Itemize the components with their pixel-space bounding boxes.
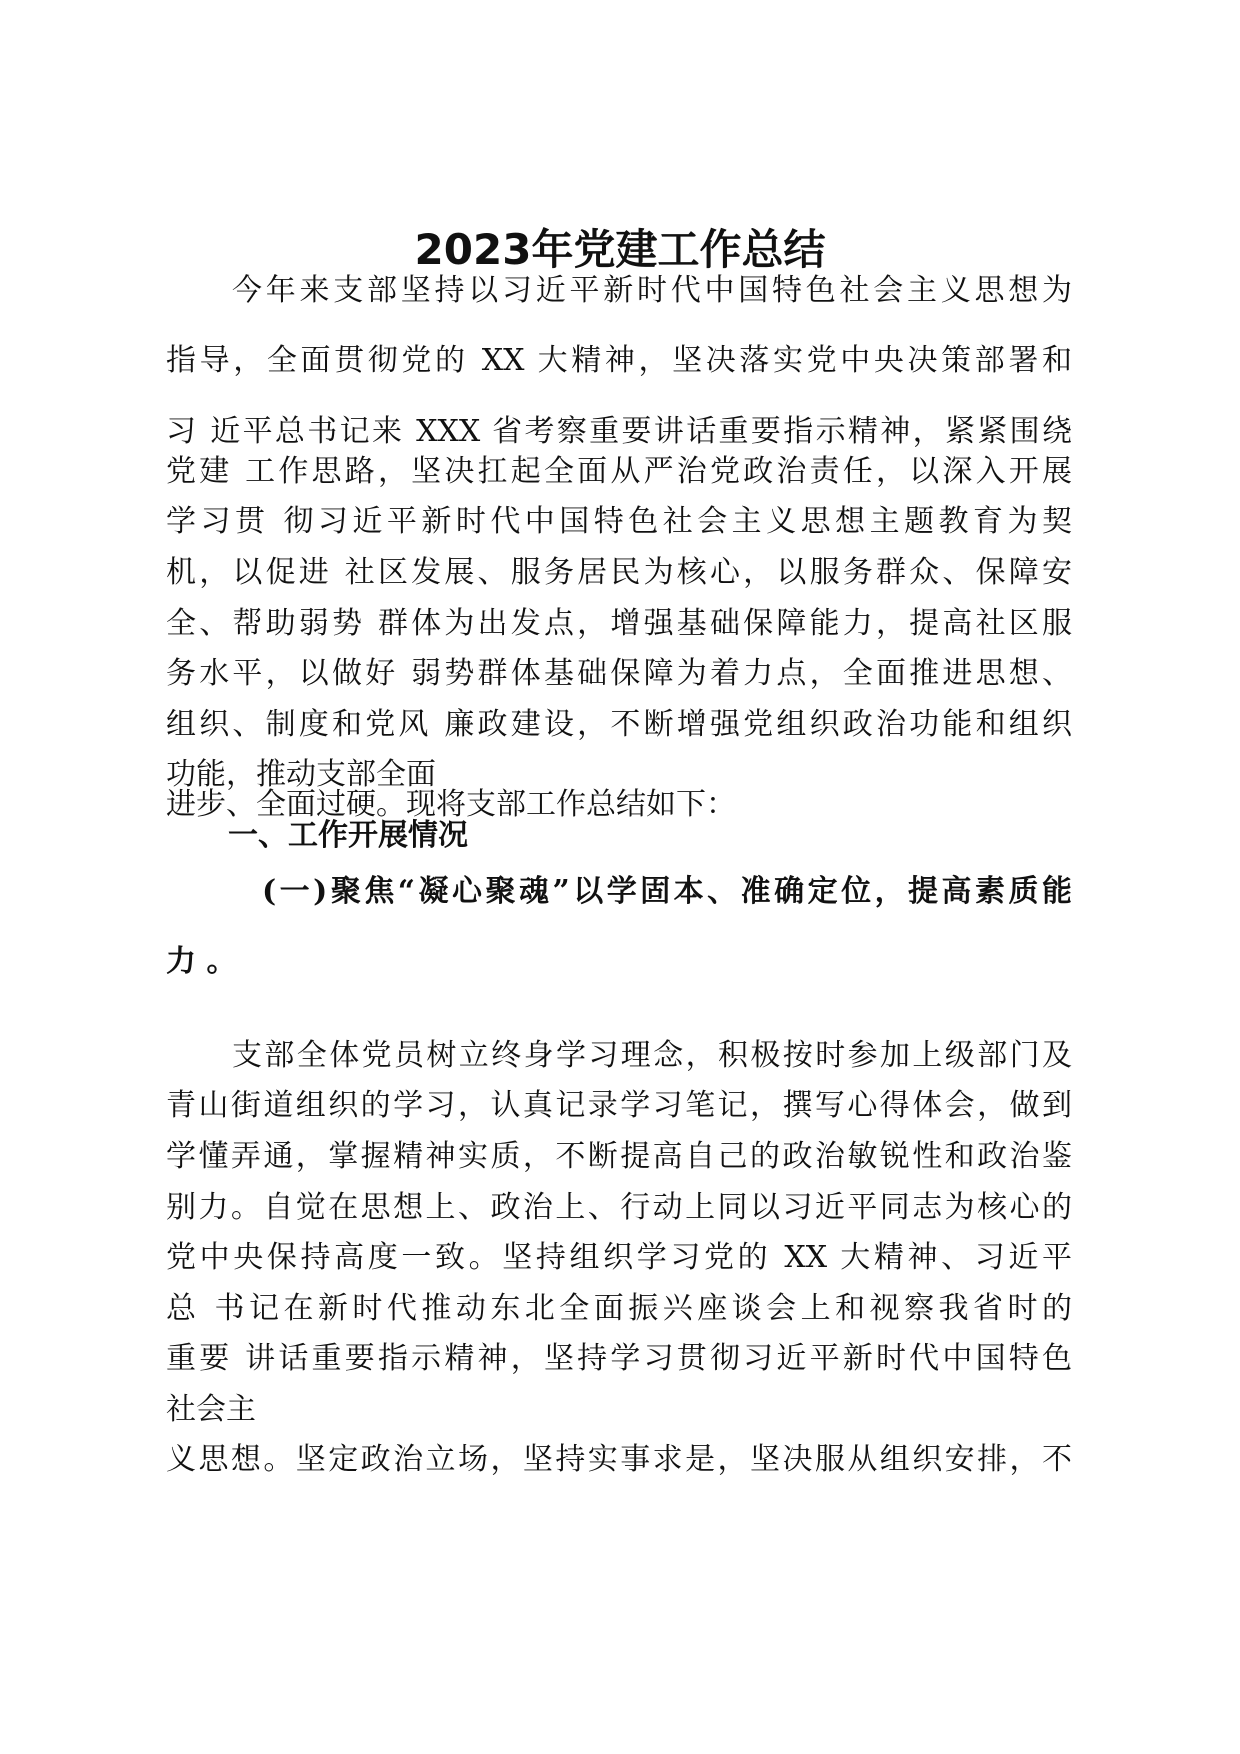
body-line: 重要 讲话重要指示精神，坚持学习贯彻习近平新时代中国特色 xyxy=(166,1341,1072,1376)
body-line: 义思想。坚定政治立场，坚持实事求是，坚决服从组织安排，不 xyxy=(166,1442,1072,1477)
intro-line: 今年来支部坚持以习近平新时代中国特色社会主义思想为 xyxy=(232,273,1072,308)
intro-line: 学习贯 彻习近平新时代中国特色社会主义思想主题教育为契 xyxy=(166,504,1072,539)
section-heading: 一、工作开展情况 xyxy=(228,818,468,853)
subsection-heading-line2: 力 。 xyxy=(166,944,237,979)
intro-line: 机，以促进 社区发展、服务居民为核心，以服务群众、保障安 xyxy=(166,555,1072,590)
intro-line: 指导，全面贯彻党的 XX 大精神，坚决落实党中央决策部署和 xyxy=(166,343,1072,378)
subsection-heading-line1: (一)聚焦“凝心聚魂”以学固本、准确定位，提高素质能 xyxy=(262,874,1072,909)
body-line: 别力。自觉在思想上、政治上、行动上同以习近平同志为核心的 xyxy=(166,1190,1072,1225)
intro-line: 全、帮助弱势 群体为出发点，增强基础保障能力，提高社区服 xyxy=(166,606,1072,641)
body-line: 总 书记在新时代推动东北全面振兴座谈会上和视察我省时的 xyxy=(166,1291,1072,1326)
intro-line: 党建 工作思路，坚决扛起全面从严治党政治责任，以深入开展 xyxy=(166,454,1072,489)
intro-line: 组织、制度和党风 廉政建设，不断增强党组织政治功能和组织 xyxy=(166,707,1072,742)
intro-line: 进步、全面过硬。现将支部工作总结如下： xyxy=(166,787,736,822)
body-line: 青山街道组织的学习，认真记录学习笔记，撰写心得体会，做到 xyxy=(166,1088,1072,1123)
intro-line: 务水平，以做好 弱势群体基础保障为着力点，全面推进思想、 xyxy=(166,656,1072,691)
body-line: 社会主 xyxy=(166,1392,256,1427)
body-line: 学懂弄通，掌握精神实质，不断提高自己的政治敏锐性和政治鉴 xyxy=(166,1139,1072,1174)
intro-line: 功能，推动支部全面 xyxy=(166,757,436,792)
body-line: 党中央保持高度一致。坚持组织学习党的 XX 大精神、习近平 xyxy=(166,1240,1072,1275)
body-line: 支部全体党员树立终身学习理念，积极按时参加上级部门及 xyxy=(232,1038,1072,1073)
document-title: 2023年党建工作总结 xyxy=(414,225,826,274)
intro-line: 习 近平总书记来 XXX 省考察重要讲话重要指示精神，紧紧围绕 xyxy=(166,414,1072,449)
